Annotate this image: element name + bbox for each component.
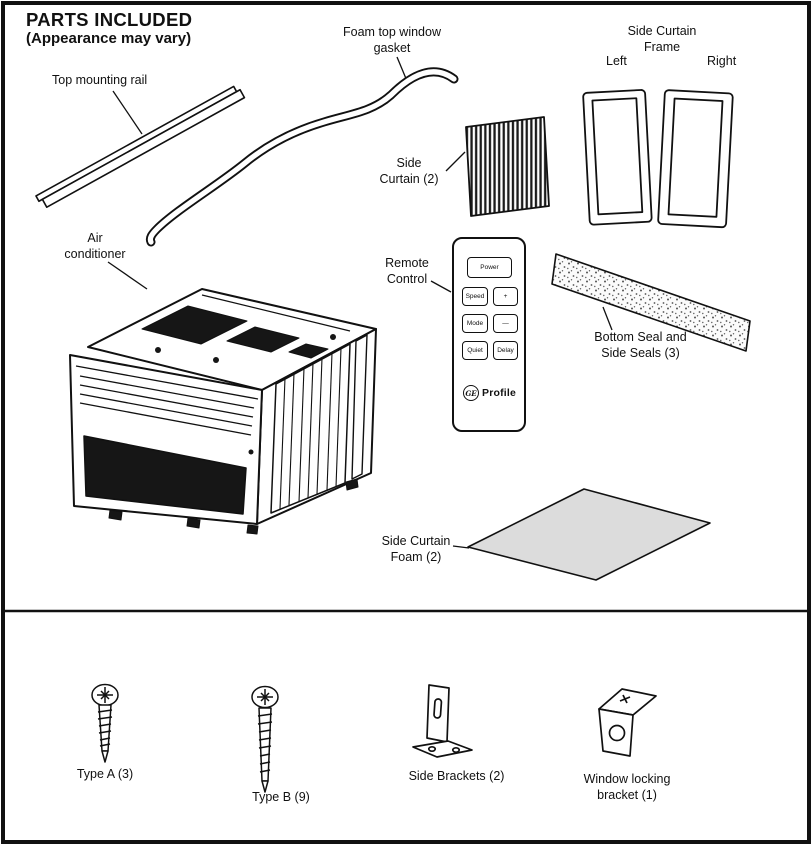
label-line: Side — [396, 156, 422, 170]
label-side-curtain — [372, 156, 446, 187]
label-line: conditioner — [64, 246, 126, 261]
page-subtitle: (Appearance may vary) — [26, 30, 192, 47]
label-line: Curtain (2) — [379, 171, 439, 186]
side-curtain-foam-drawing — [468, 489, 710, 580]
label-top-mounting-rail: Top mounting rail — [52, 73, 148, 87]
label-foam-top-window-gasket — [332, 25, 452, 56]
label-line: Side Seals (3) — [601, 345, 680, 360]
page-title: PARTS INCLUDED — [26, 9, 193, 30]
remote-speed-button: Speed — [462, 287, 488, 306]
label-line: Window locking — [583, 772, 671, 786]
air-conditioner-drawing — [70, 289, 376, 534]
label-type-b: Type B (9) — [252, 790, 310, 804]
label-frame-left: Left — [606, 54, 627, 68]
label-line: Side Curtain — [627, 24, 697, 38]
label-line: Side Curtain — [381, 534, 451, 548]
window-locking-bracket-drawing — [599, 689, 656, 756]
side-curtain-drawing — [466, 117, 549, 216]
remote-brand-label: Profile — [482, 387, 517, 399]
label-line: Bottom Seal and — [594, 330, 687, 344]
remote-plus-button: + — [493, 287, 518, 306]
label-side-brackets: Side Brackets (2) — [408, 769, 505, 783]
label-remote-control — [368, 256, 446, 287]
label-line: bracket (1) — [597, 787, 657, 802]
label-type-a: Type A (3) — [76, 767, 134, 781]
remote-mode-button: Mode — [462, 314, 488, 333]
label-side-curtain-foam — [366, 534, 466, 565]
label-line: Frame — [643, 39, 681, 54]
label-window-locking-bracket — [566, 772, 688, 803]
label-line: Remote — [385, 256, 429, 270]
remote-quiet-button: Quiet — [462, 341, 488, 360]
screw-type-a-drawing — [92, 685, 118, 763]
label-bottom-seal — [563, 330, 718, 361]
label-line: Foam top window — [343, 25, 441, 39]
remote-delay-button: Delay — [493, 341, 518, 360]
ge-logo-icon: GE — [463, 385, 479, 401]
label-line: Control — [386, 271, 428, 286]
label-frame-right: Right — [707, 54, 737, 68]
side-curtain-frame-left-drawing — [583, 90, 652, 225]
side-bracket-drawing — [413, 685, 472, 757]
screw-type-b-drawing — [252, 687, 278, 793]
remote-power-button: Power — [467, 257, 512, 278]
remote-minus-button: — — [493, 314, 518, 333]
label-side-curtain-frame — [610, 24, 714, 55]
label-line: Foam (2) — [390, 549, 442, 564]
side-curtain-frame-right-drawing — [658, 90, 733, 227]
remote-control-drawing — [452, 237, 526, 432]
label-line: gasket — [373, 40, 411, 55]
label-air-conditioner — [45, 231, 145, 262]
label-line: Air — [87, 231, 103, 245]
